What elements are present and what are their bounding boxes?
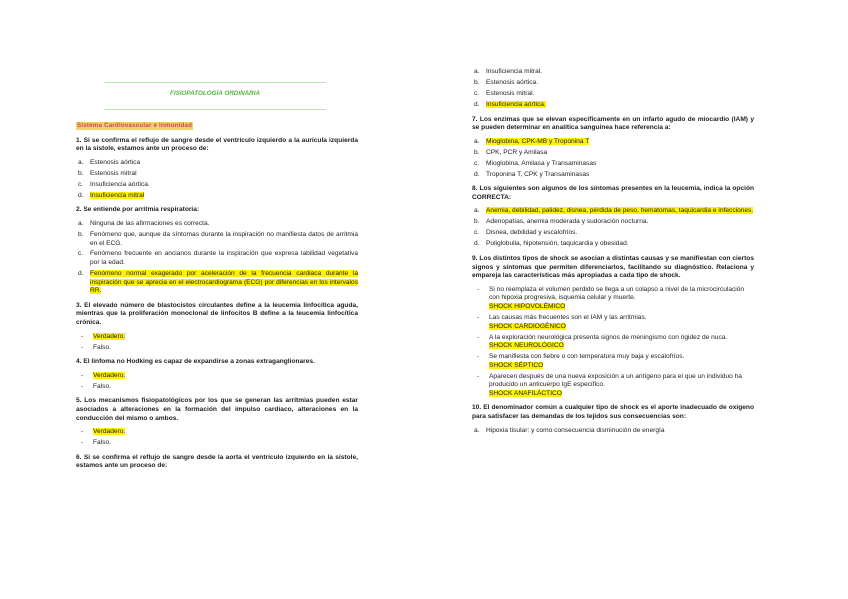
question-8: 8. Los siguientes son algunos de los síntomas presentes en la leucemia, indica la opción CORRECTA: bbox=[472, 185, 754, 201]
question-3: 3. El elevado número de blastocistos circulantes define a la leucemia linfocítica aguda, mientras que la proliferación monoclonal de linfocitos B define a la leucemia linfocítica crónica. bbox=[76, 301, 358, 327]
option: a. Ninguna de las afirmaciones es correcta. bbox=[78, 219, 210, 227]
option: a. Insuficiencia mitral. bbox=[474, 68, 543, 75]
question-9: 9. Los distintos tipos de shock se asocian a distintas causas y se manifiestan con ciertos signos y síntomas que permiten diferenciarlos, facilitando su diagnóstico. Relaciona y empareja las características más apropiadas a cada tipo de shock. bbox=[472, 255, 754, 280]
option: c. Mioglobina, Amilasa y Transaminasas bbox=[474, 159, 597, 167]
question-5: 5. Los mecanismos fisiopatológicos por los que se generan las arritmias pueden estar asociados a alteraciones en la formación del impulso cardíaco, alteraciones en la conducción del mismo o ambos. bbox=[76, 397, 358, 422]
question-3-options bbox=[76, 333, 358, 353]
question-6: 6. Si se confirma el reflujo de sangre desde la aorta el ventrículo izquierdo en la sístole, estamos ante un proceso de: bbox=[76, 453, 358, 470]
question-4-options bbox=[76, 372, 358, 392]
match-answer: SHOCK CARDIOGÉNICO bbox=[489, 322, 566, 330]
option: b. Fenómeno que, aunque da síntomas durante la inspiración no manifiesta datos de arritmia en el ECG. bbox=[78, 230, 358, 247]
match-item: - Aparecen después de una nueva exposición a un antígeno para el que un individuo ha producido un anticuerpo IgE específico. SHOCK ANAFILÁCTICO bbox=[472, 373, 754, 399]
header-title: FISIOPATOLOGÍA ORDINARIA bbox=[169, 90, 261, 97]
option: c. Fenómeno frecuente en ancianos durante la inspiración que expresa labilidad vegetativa por la edad. bbox=[78, 250, 358, 267]
question-4: 4. El linfoma no Hodking es capaz de expandirse a zonas extraganglionares. bbox=[76, 358, 315, 366]
question-10: 10. El denominador común a cualquier tipo de shock es el aporte inadecuado de oxígeno para satisfacer las demandas de los tejidos sus consecuencias son: bbox=[472, 404, 754, 421]
option: - Falso. bbox=[76, 344, 358, 353]
option-correct: - Verdadero. bbox=[76, 372, 358, 381]
option-correct: - Verdadero. bbox=[76, 333, 358, 342]
left-column bbox=[76, 0, 358, 471]
option-correct: d. Insuficiencia aórtica. bbox=[474, 100, 546, 108]
question-2: 2. Se entiende por arritmia respiratoria: bbox=[76, 206, 200, 214]
option: d. Troponina T, CPK y Transaminasas bbox=[474, 170, 590, 178]
option: b. CPK, PCR y Amilasa bbox=[474, 148, 548, 156]
option: c. Estenosis mitral. bbox=[474, 89, 535, 97]
match-item: - A la exploración neurológica presenta signos de meningismo con rigidez de nuca. SHOCK NEUROLÓGICO bbox=[472, 334, 754, 351]
question-10-options bbox=[472, 427, 754, 436]
question-5-options bbox=[76, 428, 358, 448]
option-correct: - Verdadero. bbox=[76, 428, 358, 437]
option: d. Poliglobulia, hipotensión, taquicardia y obesidad. bbox=[474, 240, 629, 248]
header-rule-bottom bbox=[104, 109, 326, 110]
option-correct: a. Anemia, debilidad, palidez, disnea, pérdida de peso, hematomas, taquicardia e infecciones. bbox=[474, 207, 754, 215]
right-column bbox=[472, 0, 754, 438]
page-header bbox=[104, 82, 326, 111]
option: c. Disnea, debilidad y escalofríos. bbox=[474, 229, 578, 237]
section-title: Sistema Cardiovascular e Inmunidad bbox=[77, 122, 193, 129]
option: c. Insuficiencia aórtica. bbox=[78, 180, 150, 188]
match-answer: SHOCK HIPOVOLÉMICO bbox=[489, 302, 566, 310]
match-answer: SHOCK ANAFILÁCTICO bbox=[489, 389, 562, 397]
match-answer: SHOCK SÉPTICO bbox=[489, 361, 544, 369]
option-correct: d. Fenómeno normal exagerado por aceleración de la frecuencia cardiaca durante la inspiración que se aprecia en el electrocardiograma (ECG) por diferencias en los intervalos RR. bbox=[78, 270, 358, 295]
question-1: 1. Si se confirma el reflujo de sangre desde el ventrículo izquierdo a la aurícula izquierda en la sístole, estamos ante un proceso de: bbox=[76, 136, 358, 153]
option: a. Hipoxia tisular: y como consecuencia disminución de energía bbox=[474, 426, 665, 434]
option-correct: a. Mioglobina, CPK-MB y Troponina T bbox=[474, 137, 590, 145]
header-rule-top bbox=[104, 82, 326, 83]
match-item: - Si no reemplaza el volumen perdido se llega a un colapso a nivel de la microcirculación con hipoxia progresiva, isquemia celular y muerte. SHOCK HIPOVOLÉMICO bbox=[472, 286, 754, 312]
option: - Falso. bbox=[76, 383, 358, 392]
question-1-options bbox=[76, 159, 358, 201]
question-2-options bbox=[76, 220, 358, 296]
question-6-options bbox=[472, 68, 754, 110]
option: b. Estenosis aórtica. bbox=[474, 78, 539, 86]
match-answer: SHOCK NEUROLÓGICO bbox=[489, 342, 564, 350]
option: b. Adenopatías, anemia moderada y sudoración nocturna. bbox=[474, 218, 649, 226]
question-8-options bbox=[472, 207, 754, 249]
option: a. Estenosis aórtica bbox=[78, 158, 141, 166]
question-9-items bbox=[472, 286, 754, 399]
question-7: 7. Los enzimas que se elevan específicamente en un infarto agudo de miocardio (IAM) y se pueden determinar en analítica sanguínea hace referencia a: bbox=[472, 115, 754, 132]
option-correct: d. Insuficiencia mitral bbox=[78, 191, 145, 199]
option: - Falso. bbox=[76, 439, 358, 448]
match-item: - Las causas más frecuentes son el IAM y las arritmias. SHOCK CARDIOGÉNICO bbox=[472, 314, 754, 331]
option: b. Estenosis mitral bbox=[78, 169, 137, 177]
match-item: - Se manifiesta con fiebre o con temperatura muy baja y escalofríos. SHOCK SÉPTICO bbox=[472, 353, 754, 370]
question-7-options bbox=[472, 138, 754, 180]
